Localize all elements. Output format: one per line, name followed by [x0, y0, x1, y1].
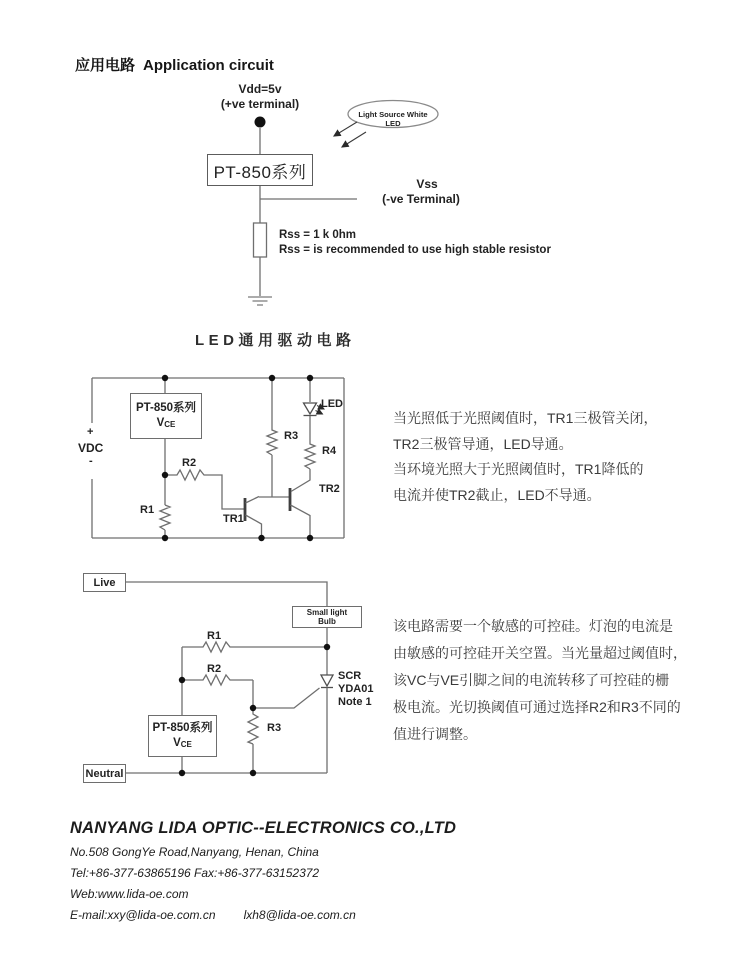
part-number-box-3: [148, 715, 217, 757]
ground-icon: [248, 297, 272, 305]
scr-note-label: Note 1: [338, 696, 372, 708]
page-title-zh: 应用电路: [75, 57, 136, 74]
tr1-legs: [246, 497, 290, 539]
scr-gate-wire: [253, 688, 320, 708]
bulb-label-line1: Small light: [306, 607, 348, 617]
company-email-2: lxh8@lida-oe.com.cn: [243, 908, 356, 922]
led-driver-description: [393, 406, 657, 508]
vss-sub-label: (-ve Terminal): [382, 192, 460, 206]
bulb-label-line2: Bulb: [318, 617, 336, 626]
r4-label: R4: [322, 445, 337, 457]
tr1-label: TR1: [223, 513, 244, 525]
light-source-label: Light Source White LED: [358, 110, 428, 128]
company-address: No.508 GongYe Road,Nanyang, Henan, China: [70, 845, 319, 859]
live-terminal-box: [83, 573, 126, 592]
led-light-arrow-icon: [316, 411, 323, 415]
led-icon: [304, 403, 317, 414]
small-light-bulb-box: [292, 606, 362, 628]
scr-icon: [321, 675, 333, 686]
neutral-label: Neutral: [85, 767, 124, 780]
vce-v: V: [173, 737, 181, 749]
vdd-terminal-dot: [255, 117, 266, 128]
wire-live: [126, 582, 327, 606]
r1-label: R1: [140, 504, 155, 516]
live-label: Live: [93, 576, 116, 589]
description-line: 值进行调整。: [393, 726, 477, 742]
part-number-text: PT-850系列: [152, 722, 213, 734]
rss-recommendation-note: Rss = is recommended to use high stable resistor: [279, 244, 551, 256]
r1-resistor-symbol: [160, 505, 170, 538]
company-name: NANYANG LIDA OPTIC--ELECTRONICS CO.,LTD: [70, 819, 457, 837]
r2-label: R2: [207, 663, 222, 675]
scr-model-label: YDA01: [338, 683, 374, 695]
rss-value-note: Rss = 1 k 0hm: [279, 229, 357, 241]
company-website: Web:www.lida-oe.com: [70, 887, 189, 901]
r2-resistor-symbol: [165, 470, 244, 509]
company-telfax: Tel:+86-377-63865196 Fax:+86-377-63152372: [70, 866, 320, 880]
description-line: 由敏感的可控硅开关空置。当光量超过阈值时，: [393, 645, 687, 661]
description-line: 极电流。光切换阈值可通过选择R2和R3不同的: [393, 699, 681, 715]
tr2-legs: [291, 469, 311, 538]
r3-resistor-symbol: [267, 378, 277, 497]
scr-label: SCR: [338, 670, 362, 682]
led-label: LED: [321, 398, 343, 410]
r4-resistor-symbol: [305, 416, 315, 469]
r1-label: R1: [207, 630, 222, 642]
vdd-label: Vdd=5v: [238, 82, 282, 96]
description-line: 该VC与VE引脚之间的电流转移了可控硅的栅: [393, 672, 670, 688]
r1-resistor-symbol: [182, 642, 327, 652]
r3-label: R3: [267, 722, 282, 734]
part-number-text: PT-850系列: [135, 402, 197, 414]
vdc-label: VDC: [78, 441, 104, 455]
description-line: TR2三极管导通，LED导通。: [393, 435, 573, 452]
part-number-box: [207, 154, 313, 186]
light-arrow-icon: [342, 132, 366, 147]
part-number-box-2: [130, 393, 202, 439]
description-line: 当光照低于光照阈值时，TR1三极管关闭，: [393, 410, 658, 426]
r2-resistor-symbol: [182, 675, 253, 685]
description-line: 该电路需要一个敏感的可控硅。灯泡的电流是: [393, 618, 673, 634]
vce-v: V: [156, 417, 165, 429]
company-email-line: [70, 908, 456, 922]
r3-label: R3: [284, 430, 299, 442]
neutral-terminal-box: [83, 764, 126, 783]
tr2-label: TR2: [319, 483, 340, 495]
description-line: 电流并使TR2截止，LED不导通。: [393, 486, 601, 503]
scr-circuit-description: [393, 613, 687, 748]
vce-sub: CE: [164, 420, 176, 429]
vss-label: Vss: [416, 177, 438, 191]
page-title: [75, 54, 274, 75]
led-driver-heading: LED通用驱动电路: [195, 332, 356, 349]
company-footer: [70, 819, 456, 922]
page-title-en: Application circuit: [143, 57, 274, 74]
vdd-sub-label: (+ve terminal): [220, 97, 300, 111]
vdc-minus-label: -: [89, 455, 93, 467]
part-number-text: PT-850系列: [213, 162, 307, 182]
vce-sub: CE: [180, 740, 192, 749]
rss-resistor-symbol: [254, 223, 267, 257]
r2-label: R2: [182, 457, 197, 469]
description-line: 当环境光照大于光照阈值时，TR1降低的: [393, 461, 644, 477]
vce-label: [157, 416, 176, 431]
vdc-plus-label: +: [87, 426, 94, 438]
company-email-1: E-mail:xxy@lida-oe.com.cn: [70, 908, 216, 922]
r3-resistor-symbol: [248, 680, 258, 773]
vce-label: [173, 736, 192, 751]
